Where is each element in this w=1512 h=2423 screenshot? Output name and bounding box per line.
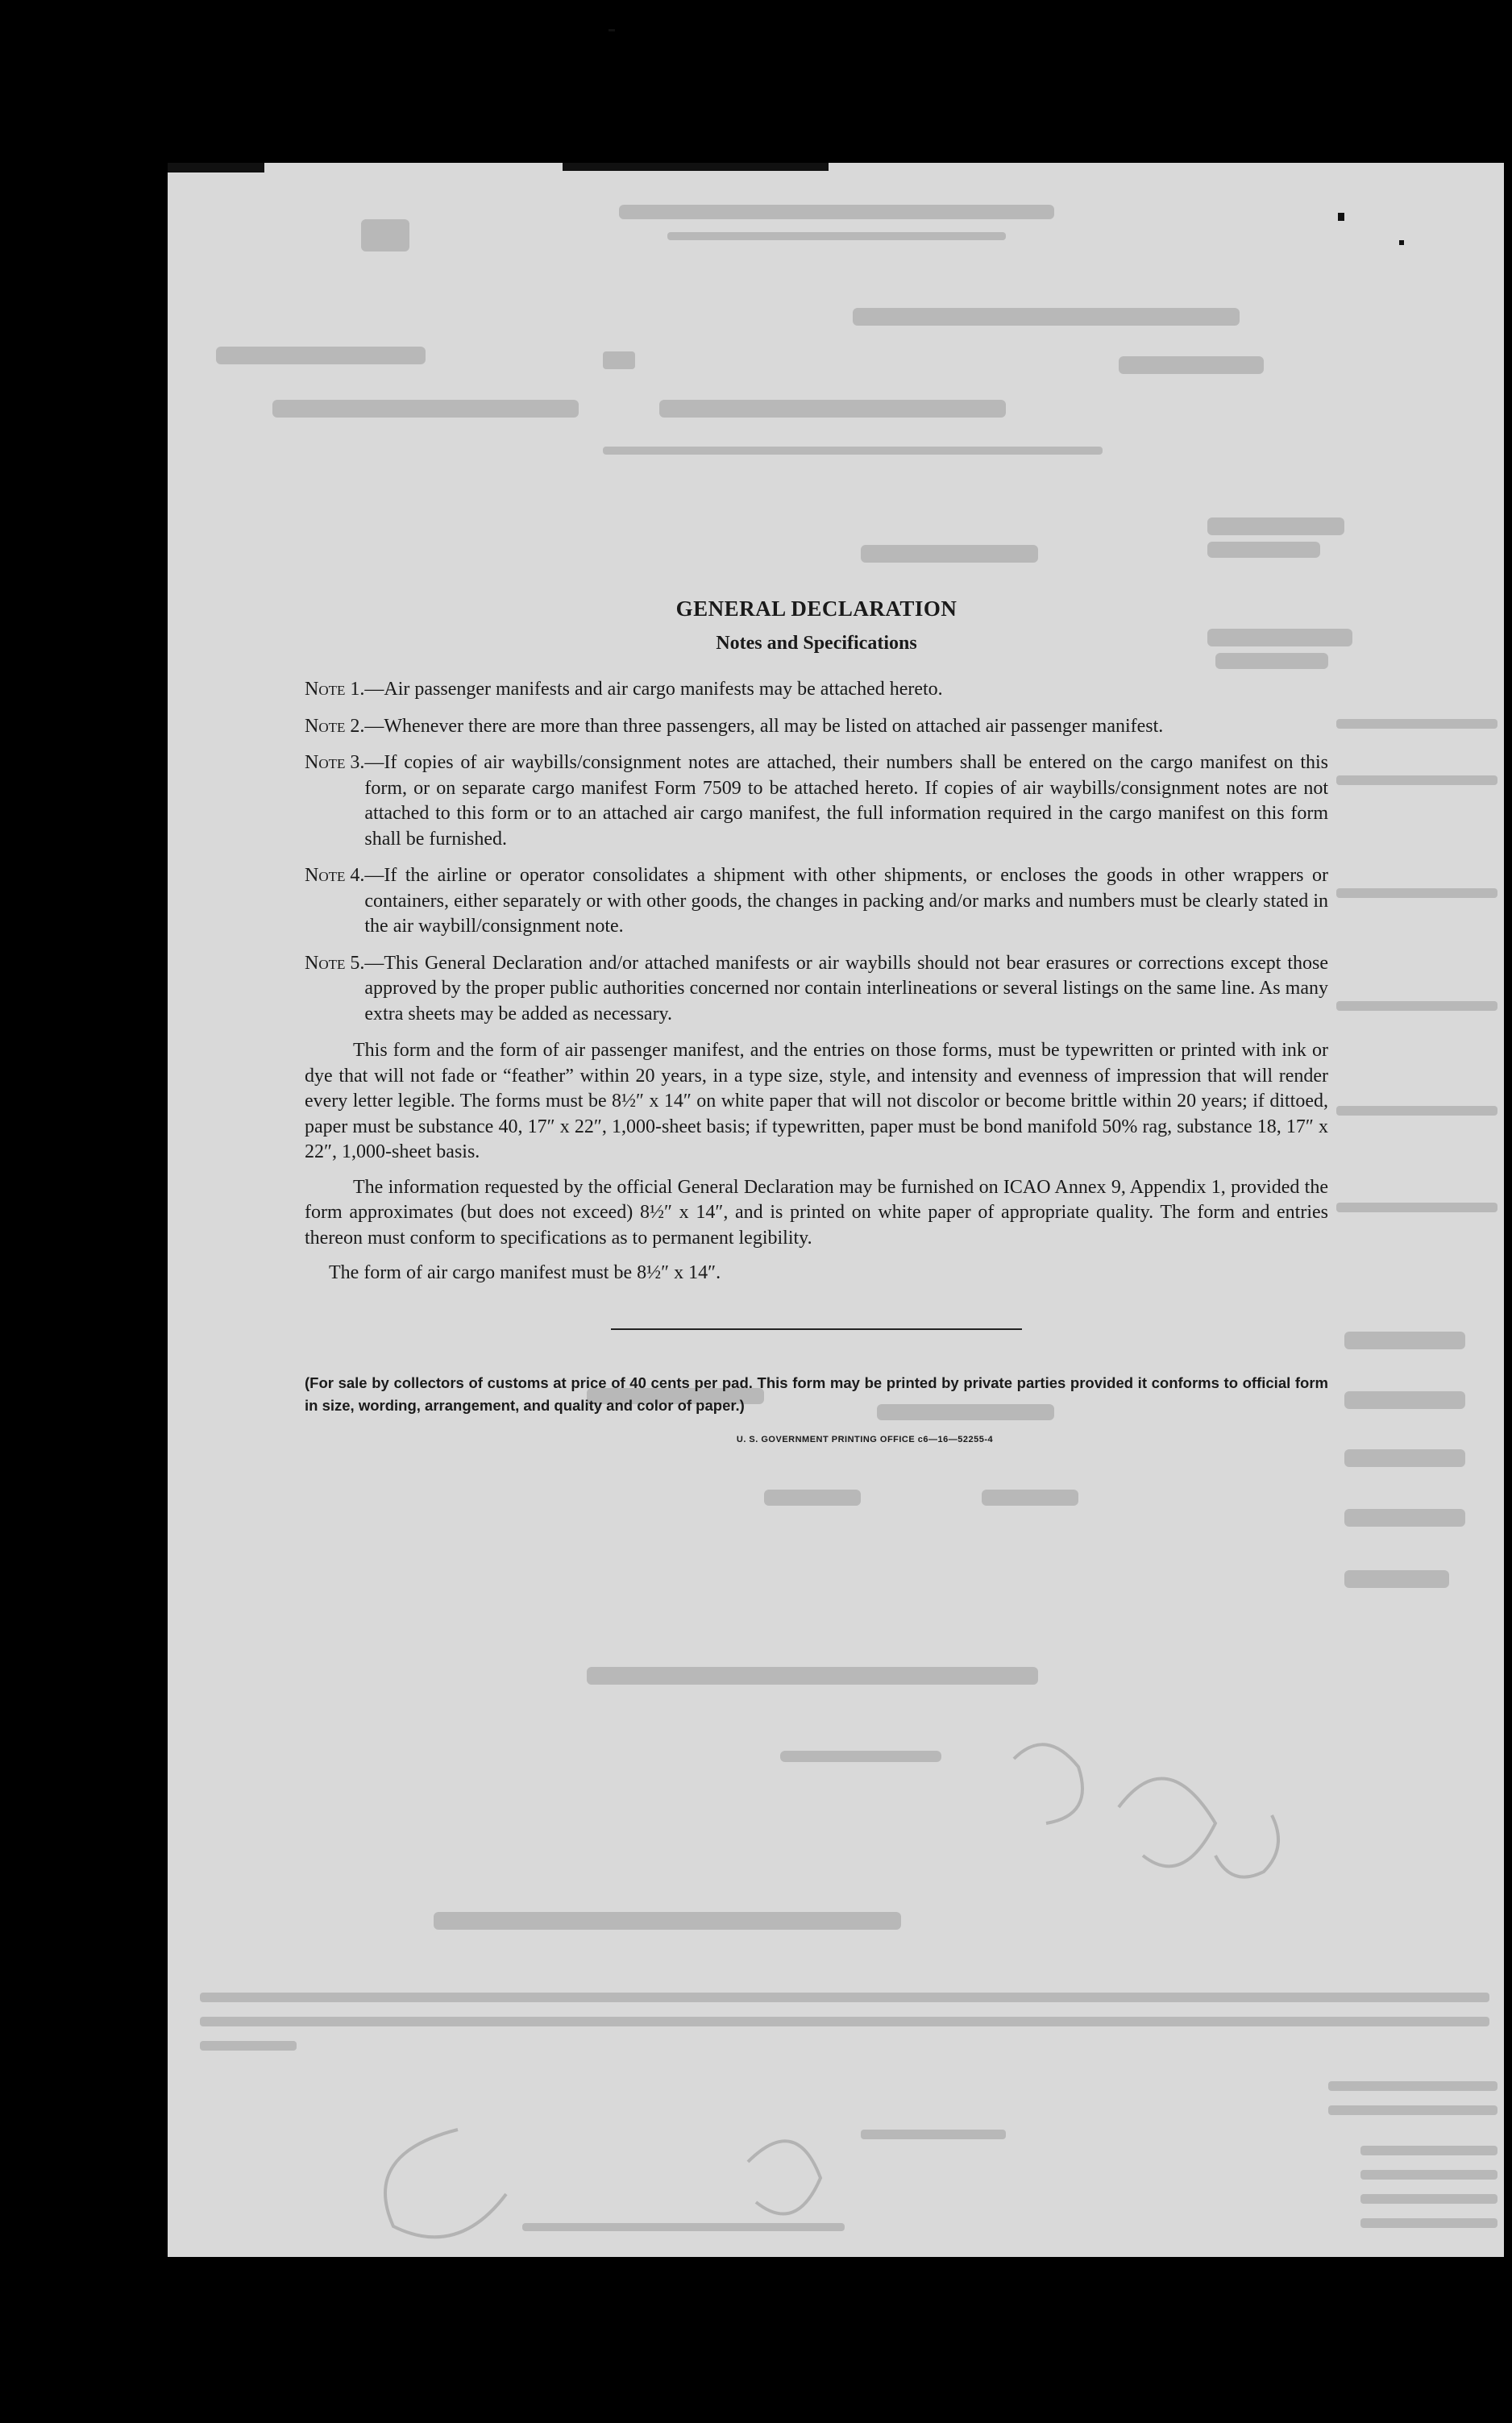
note-label: Note 1. [305, 679, 365, 700]
note-5 [305, 951, 1328, 1028]
paragraph-cargo-size: The form of air cargo manifest must be 8½″ x 14″. [329, 1262, 721, 1283]
note-label: Note 2. [305, 715, 365, 737]
divider-rule [611, 1328, 1022, 1330]
note-label: Note 4. [305, 865, 365, 886]
note-label: Note 3. [305, 752, 365, 773]
note-text: —Air passenger manifests and air cargo manifests may be attached hereto. [364, 679, 943, 700]
sale-note: (For sale by collectors of customs at price of 40 cents per pad. This form may be printed by private parties provided it conforms to official form in size, wording, arrangement, and quality and color of paper.) [305, 1374, 1328, 1414]
note-label: Note 5. [305, 952, 365, 974]
punch-mark [1399, 240, 1404, 245]
binding-tab-center [563, 163, 829, 171]
note-text: —If the airline or operator consolidates a shipment with other shipments, or encloses the goods in other wrappers or containers, either separately or with other goods, the changes in packing and/or marks and numbers must be clearly stated in the air waybill/consignment note. [364, 865, 1328, 937]
document-sheet [168, 163, 1504, 2257]
paragraph-icao: The information requested by the official General Declaration may be furnished on ICAO Annex 9, Appendix 1, provided the form approximates (but does not exceed) 8½″ x 14″, and is printed on white paper of appropriate quality. The form and entries thereon must conform to specifications as to permanent legibility. [305, 1176, 1328, 1249]
punch-mark [1338, 213, 1344, 221]
note-text: —Whenever there are more than three passengers, all may be listed on attached air passenger manifest. [364, 715, 1164, 737]
note-4 [305, 863, 1328, 940]
printer-imprint: U. S. GOVERNMENT PRINTING OFFICE c6—16—52255-4 [736, 1434, 994, 1444]
form-body [305, 596, 1328, 1444]
note-text: —This General Declaration and/or attached manifests or air waybills should not bear erasures or corrections except those approved by the proper public authorities concerned nor contain interlineations or several listings on the same line. As many extra sheets may be added as necessary. [364, 952, 1328, 1024]
note-3 [305, 750, 1328, 852]
form-title: GENERAL DECLARATION [675, 596, 957, 621]
note-2 [305, 714, 1328, 740]
scan-speck [609, 29, 615, 31]
note-1 [305, 677, 1328, 703]
note-text: —If copies of air waybills/consignment notes are attached, their numbers shall be entered on the cargo manifest on this form, or on separate cargo manifest Form 7509 to be attached hereto. If copies of air waybills/consignment notes are not attached to this form or to an attached air cargo manifest, the full information required in the cargo manifest on this form shall be furnished. [364, 752, 1328, 850]
binding-tab-left [168, 163, 264, 172]
paragraph-legibility: This form and the form of air passenger manifest, and the entries on those forms, must be typewritten or printed with ink or dye that will not fade or “feather” within 20 years, in a type size, style, and intensity and evenness of impression that will render every letter legible. The forms must be 8½″ x 14″ on white paper that will not discolor or become brittle within 20 years; if dittoed, paper must be substance 40, 17″ x 22″, 1,000-sheet basis; if typewritten, paper must be bond manifold 50% rag, substance 18, 17″ x 22″, 1,000-sheet basis. [305, 1040, 1328, 1162]
form-subtitle: Notes and Specifications [716, 633, 917, 654]
